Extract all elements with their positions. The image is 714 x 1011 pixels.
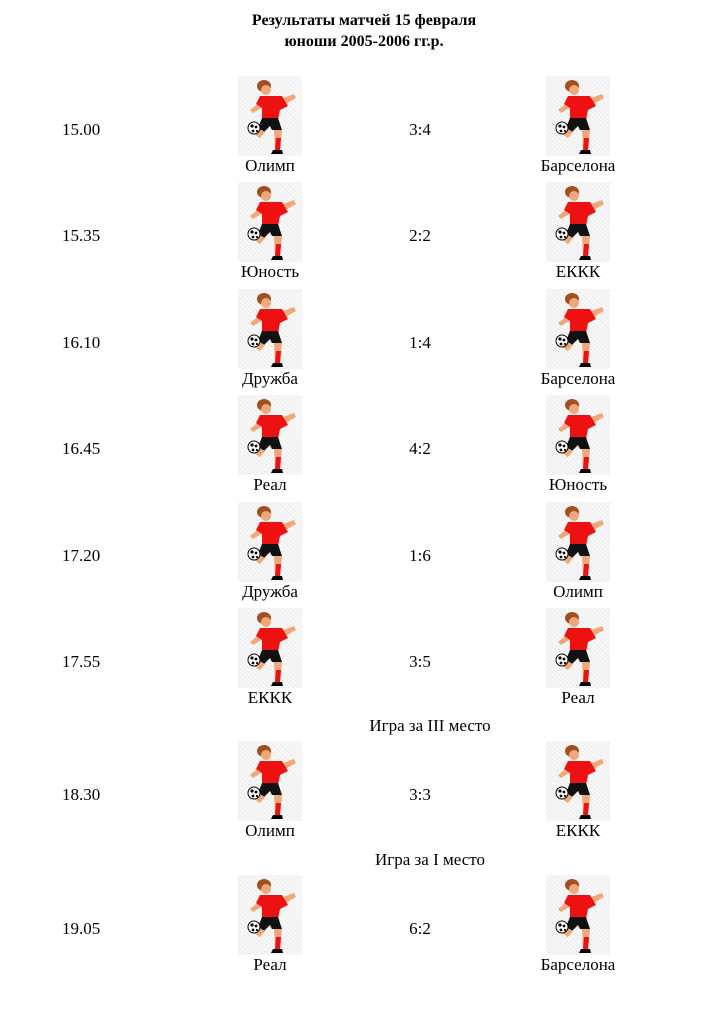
home-team	[200, 289, 340, 389]
away-team	[508, 502, 648, 602]
football-player-icon	[238, 608, 302, 688]
away-team	[508, 395, 648, 495]
match-score: 1:4	[409, 333, 431, 352]
match-score: 4:2	[409, 439, 431, 458]
away-team-name: Барселона	[540, 156, 616, 175]
away-team	[508, 741, 648, 841]
football-player-icon	[546, 502, 610, 582]
match-score: 1:6	[409, 546, 431, 565]
match-time: 18.30	[62, 785, 101, 804]
away-team-name: Олимп	[553, 582, 603, 601]
match-row	[0, 502, 714, 606]
away-team	[508, 608, 648, 708]
football-player-icon	[238, 182, 302, 262]
away-team-name: ЕККК	[555, 821, 601, 840]
match-time: 19.05	[62, 919, 101, 938]
home-team-name: Дружба	[242, 582, 298, 601]
football-player-icon	[546, 395, 610, 475]
match-row	[0, 608, 714, 712]
match-row	[0, 741, 714, 845]
football-player-icon	[238, 395, 302, 475]
match-row	[0, 875, 714, 979]
home-team-name: Олимп	[245, 156, 295, 175]
football-player-icon	[546, 76, 610, 156]
home-team	[200, 875, 340, 975]
football-player-icon	[238, 289, 302, 369]
football-player-icon	[238, 76, 302, 156]
away-team	[508, 289, 648, 389]
away-team-name: Барселона	[540, 955, 616, 974]
stage-label-third-place: Игра за III место	[369, 716, 491, 735]
football-player-icon	[238, 502, 302, 582]
home-team	[200, 182, 340, 282]
match-score: 3:4	[409, 120, 431, 139]
match-time: 16.10	[62, 333, 101, 352]
match-time: 17.55	[62, 652, 101, 671]
football-player-icon	[238, 875, 302, 955]
away-team-name: Юность	[548, 475, 608, 494]
home-team-name: Олимп	[245, 821, 295, 840]
home-team	[200, 502, 340, 602]
match-time: 16.45	[62, 439, 101, 458]
match-row	[0, 182, 714, 286]
stage-label-first-place: Игра за I место	[375, 850, 485, 869]
match-score: 3:5	[409, 652, 431, 671]
football-player-icon	[238, 741, 302, 821]
football-player-icon	[546, 608, 610, 688]
home-team	[200, 76, 340, 176]
match-score: 2:2	[409, 226, 431, 245]
away-team-name: ЕККК	[555, 262, 601, 281]
home-team-name: Дружба	[242, 369, 298, 388]
football-player-icon	[546, 182, 610, 262]
match-time: 15.00	[62, 120, 101, 139]
home-team-name: ЕККК	[247, 688, 293, 707]
away-team	[508, 182, 648, 282]
match-row	[0, 76, 714, 180]
away-team	[508, 875, 648, 975]
title-line-2: юноши 2005-2006 гг.р.	[284, 33, 444, 50]
home-team-name: Реал	[253, 475, 287, 494]
home-team	[200, 608, 340, 708]
title-line-1: Результаты матчей 15 февраля	[251, 12, 477, 29]
match-score: 3:3	[409, 785, 431, 804]
away-team-name: Барселона	[540, 369, 616, 388]
match-row	[0, 289, 714, 393]
away-team	[508, 76, 648, 176]
home-team	[200, 395, 340, 495]
page-title	[0, 10, 714, 52]
match-score: 6:2	[409, 919, 431, 938]
match-time: 15.35	[62, 226, 101, 245]
football-player-icon	[546, 289, 610, 369]
football-player-icon	[546, 875, 610, 955]
away-team-name: Реал	[561, 688, 595, 707]
football-player-icon	[546, 741, 610, 821]
home-team-name: Реал	[253, 955, 287, 974]
home-team	[200, 741, 340, 841]
match-row	[0, 395, 714, 499]
match-time: 17.20	[62, 546, 101, 565]
home-team-name: Юность	[240, 262, 300, 281]
